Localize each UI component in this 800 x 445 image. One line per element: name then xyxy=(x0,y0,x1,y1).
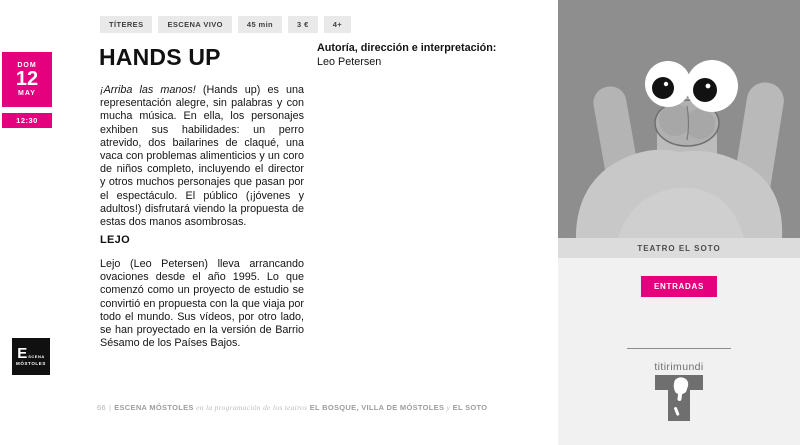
date-day-name: DOM xyxy=(17,62,37,69)
description-lead-italic: ¡Arriba las manos! xyxy=(100,84,196,96)
company-heading: LEJO xyxy=(100,234,130,246)
description-text: (Hands up) es una representación alegre, sin palabras y con mucha música. En ella, los personajes exhiben sus habilidades: un perro atrevido, dos bailarines de claqué, una vaca con problemas alimenticios y un coro de niños completo, incluyendo el director y otros muchos personajes que pasan por el espectáculo. El público (¡jóvenes y adultos!) disfrutará viendo la propuesta de estas dos manos asombrosas. xyxy=(100,84,304,229)
footer-page-number: 66 xyxy=(97,403,106,412)
footer-brand: ESCENA MÓSTOLES xyxy=(114,403,194,412)
event-tags xyxy=(100,16,351,33)
time-badge: 12:30 xyxy=(2,113,52,128)
footer-line xyxy=(97,403,487,412)
tag-duration: 45 min xyxy=(238,16,282,33)
logo-letter-e: E xyxy=(17,345,28,363)
footer-venue-last: EL SOTO xyxy=(452,403,488,412)
logo-scena: SCENA xyxy=(28,354,45,360)
venue-panel xyxy=(558,0,800,445)
description-paragraph xyxy=(100,84,304,229)
credits-value: Leo Petersen xyxy=(317,55,382,68)
footer-venues: EL BOSQUE, VILLA DE MÓSTOLES xyxy=(309,403,445,412)
date-day-number: 12 xyxy=(15,68,39,90)
tag-age: 4+ xyxy=(324,16,351,33)
page-title: HANDS UP xyxy=(99,44,221,70)
tag-price: 3 € xyxy=(288,16,318,33)
credits-label: Autoría, dirección e interpretación: xyxy=(317,42,497,54)
credits-block xyxy=(317,42,532,69)
tag-genre: TÍTERES xyxy=(100,16,152,33)
footer-connector: y xyxy=(446,403,451,412)
titirimundi-logo-icon xyxy=(655,375,703,421)
tickets-button[interactable]: ENTRADAS xyxy=(641,276,717,297)
panel-divider xyxy=(627,348,731,349)
company-paragraph: Lejo (Leo Petersen) lleva arrancando ovaciones desde el año 1995. Lo que comenzó como un proyecto de estudio se convirtió en propuesta con la que viaja por todo el mundo. Sus vídeos, por otro lado, se han proyectado en la versión de Barrio Sésamo de los Países Bajos. xyxy=(100,258,304,350)
footer-script-text: en la programación de los teatros xyxy=(196,403,308,412)
date-badge xyxy=(2,52,52,107)
titirimundi-label: titirimundi xyxy=(654,361,704,373)
venue-caption: TEATRO EL SOTO xyxy=(558,238,800,258)
tag-program: ESCENA VIVO xyxy=(158,16,231,33)
date-month: MAY xyxy=(18,90,36,97)
hand-puppet-illustration xyxy=(558,0,800,238)
hand-puppet-photo xyxy=(558,0,800,238)
logo-mostoles: MÓSTOLES xyxy=(16,361,46,367)
escena-mostoles-logo xyxy=(12,338,50,375)
footer-separator: | xyxy=(108,403,112,412)
